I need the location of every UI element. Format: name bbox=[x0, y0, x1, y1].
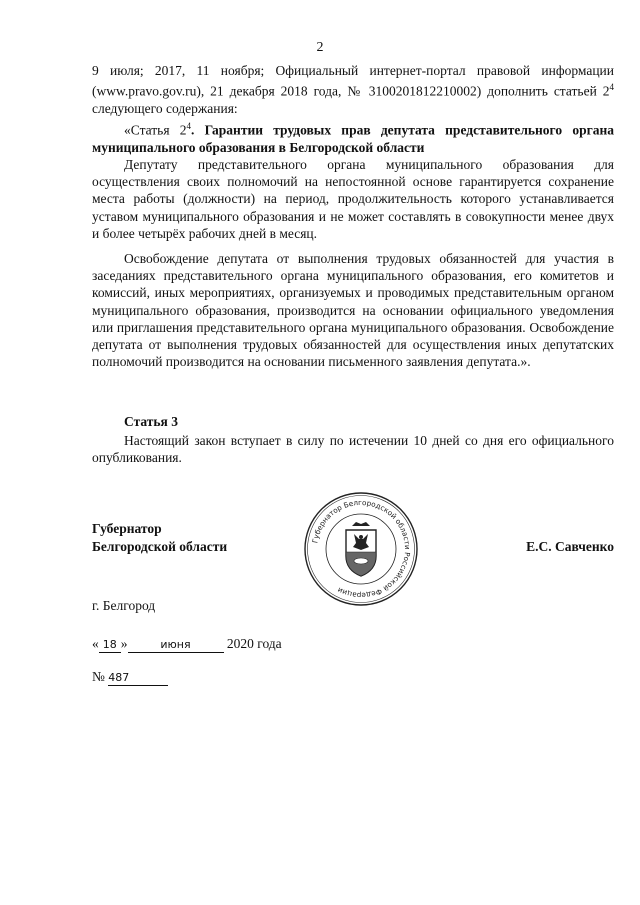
article-2-4 bbox=[92, 118, 614, 370]
law-number bbox=[92, 669, 168, 686]
article-3-heading: Статья 3 bbox=[124, 414, 178, 429]
article-2-4-paragraph-1: Депутату представительного органа муниципального образования для осуществления своих полномочий на непостоянной основе гарантируется сохранение места работы (должности) на период, продолжительность которого устанавливается уставом муниципального образования и не может составлять в совокупности менее двух и более четырёх рабочих дней в месяц. bbox=[92, 156, 614, 241]
date-day: 18 bbox=[99, 638, 121, 653]
signing-date bbox=[92, 636, 282, 653]
city: г. Белгород bbox=[92, 598, 156, 613]
law-number-prefix: № bbox=[92, 669, 105, 684]
seal-emblem bbox=[346, 522, 376, 576]
law-number-value: 487 bbox=[108, 671, 168, 686]
intro-text-end: следующего содержания: bbox=[92, 100, 238, 116]
article-2-4-heading: . Гарантии трудовых прав депутата представительного органа муниципального образования в Белгородской области bbox=[92, 122, 614, 155]
signatory-title-line2: Белгородской области bbox=[92, 538, 228, 554]
intro-superscript: 4 bbox=[609, 82, 614, 93]
seal-ring-textpath: Губернатор Белгородской области Российской Федерации bbox=[310, 497, 413, 601]
date-year: 2020 года bbox=[226, 636, 282, 651]
coat-of-arms-seal-icon bbox=[302, 490, 420, 608]
article-2-4-superscript: 4 bbox=[186, 121, 192, 131]
article-3-body bbox=[92, 432, 614, 466]
article-2-4-paragraph-2: Освобождение депутата от выполнения трудовых обязанностей для участия в заседаниях представительного органа муниципального образования, его комитетов и комиссий, иных мероприятиях, организуемых и проводимых представительным органом муниципального образования, производится на основании официального уведомления или приглашения представительного органа муниципального образования. Освобождение депутата от выполнения трудовых обязанностей для осуществления иных депутатских полномочий производится на основании письменного заявления депутата.». bbox=[92, 250, 614, 370]
intro-paragraph bbox=[92, 62, 614, 117]
date-open-quote: « bbox=[92, 636, 99, 651]
article-2-4-prefix: «Статья 2 bbox=[124, 122, 187, 138]
date-month: июня bbox=[128, 638, 224, 653]
article-3-text: Настоящий закон вступает в силу по истечении 10 дней со дня его официального опубликования. bbox=[92, 433, 614, 466]
signatory-title-line1: Губернатор bbox=[92, 521, 162, 536]
article-2-4-title bbox=[92, 118, 614, 156]
signatory-title bbox=[92, 520, 227, 555]
intro-text: 9 июля; 2017, 11 ноября; Официальный интернет-портал правовой информации (www.pravo.gov.ru), 21 декабря 2018 года, № 3100201812210002) дополнить статьей 2 bbox=[92, 63, 614, 99]
page-number: 2 bbox=[316, 40, 324, 55]
date-close-quote: » bbox=[120, 636, 128, 651]
signatory-name: Е.С. Савченко bbox=[526, 539, 614, 554]
